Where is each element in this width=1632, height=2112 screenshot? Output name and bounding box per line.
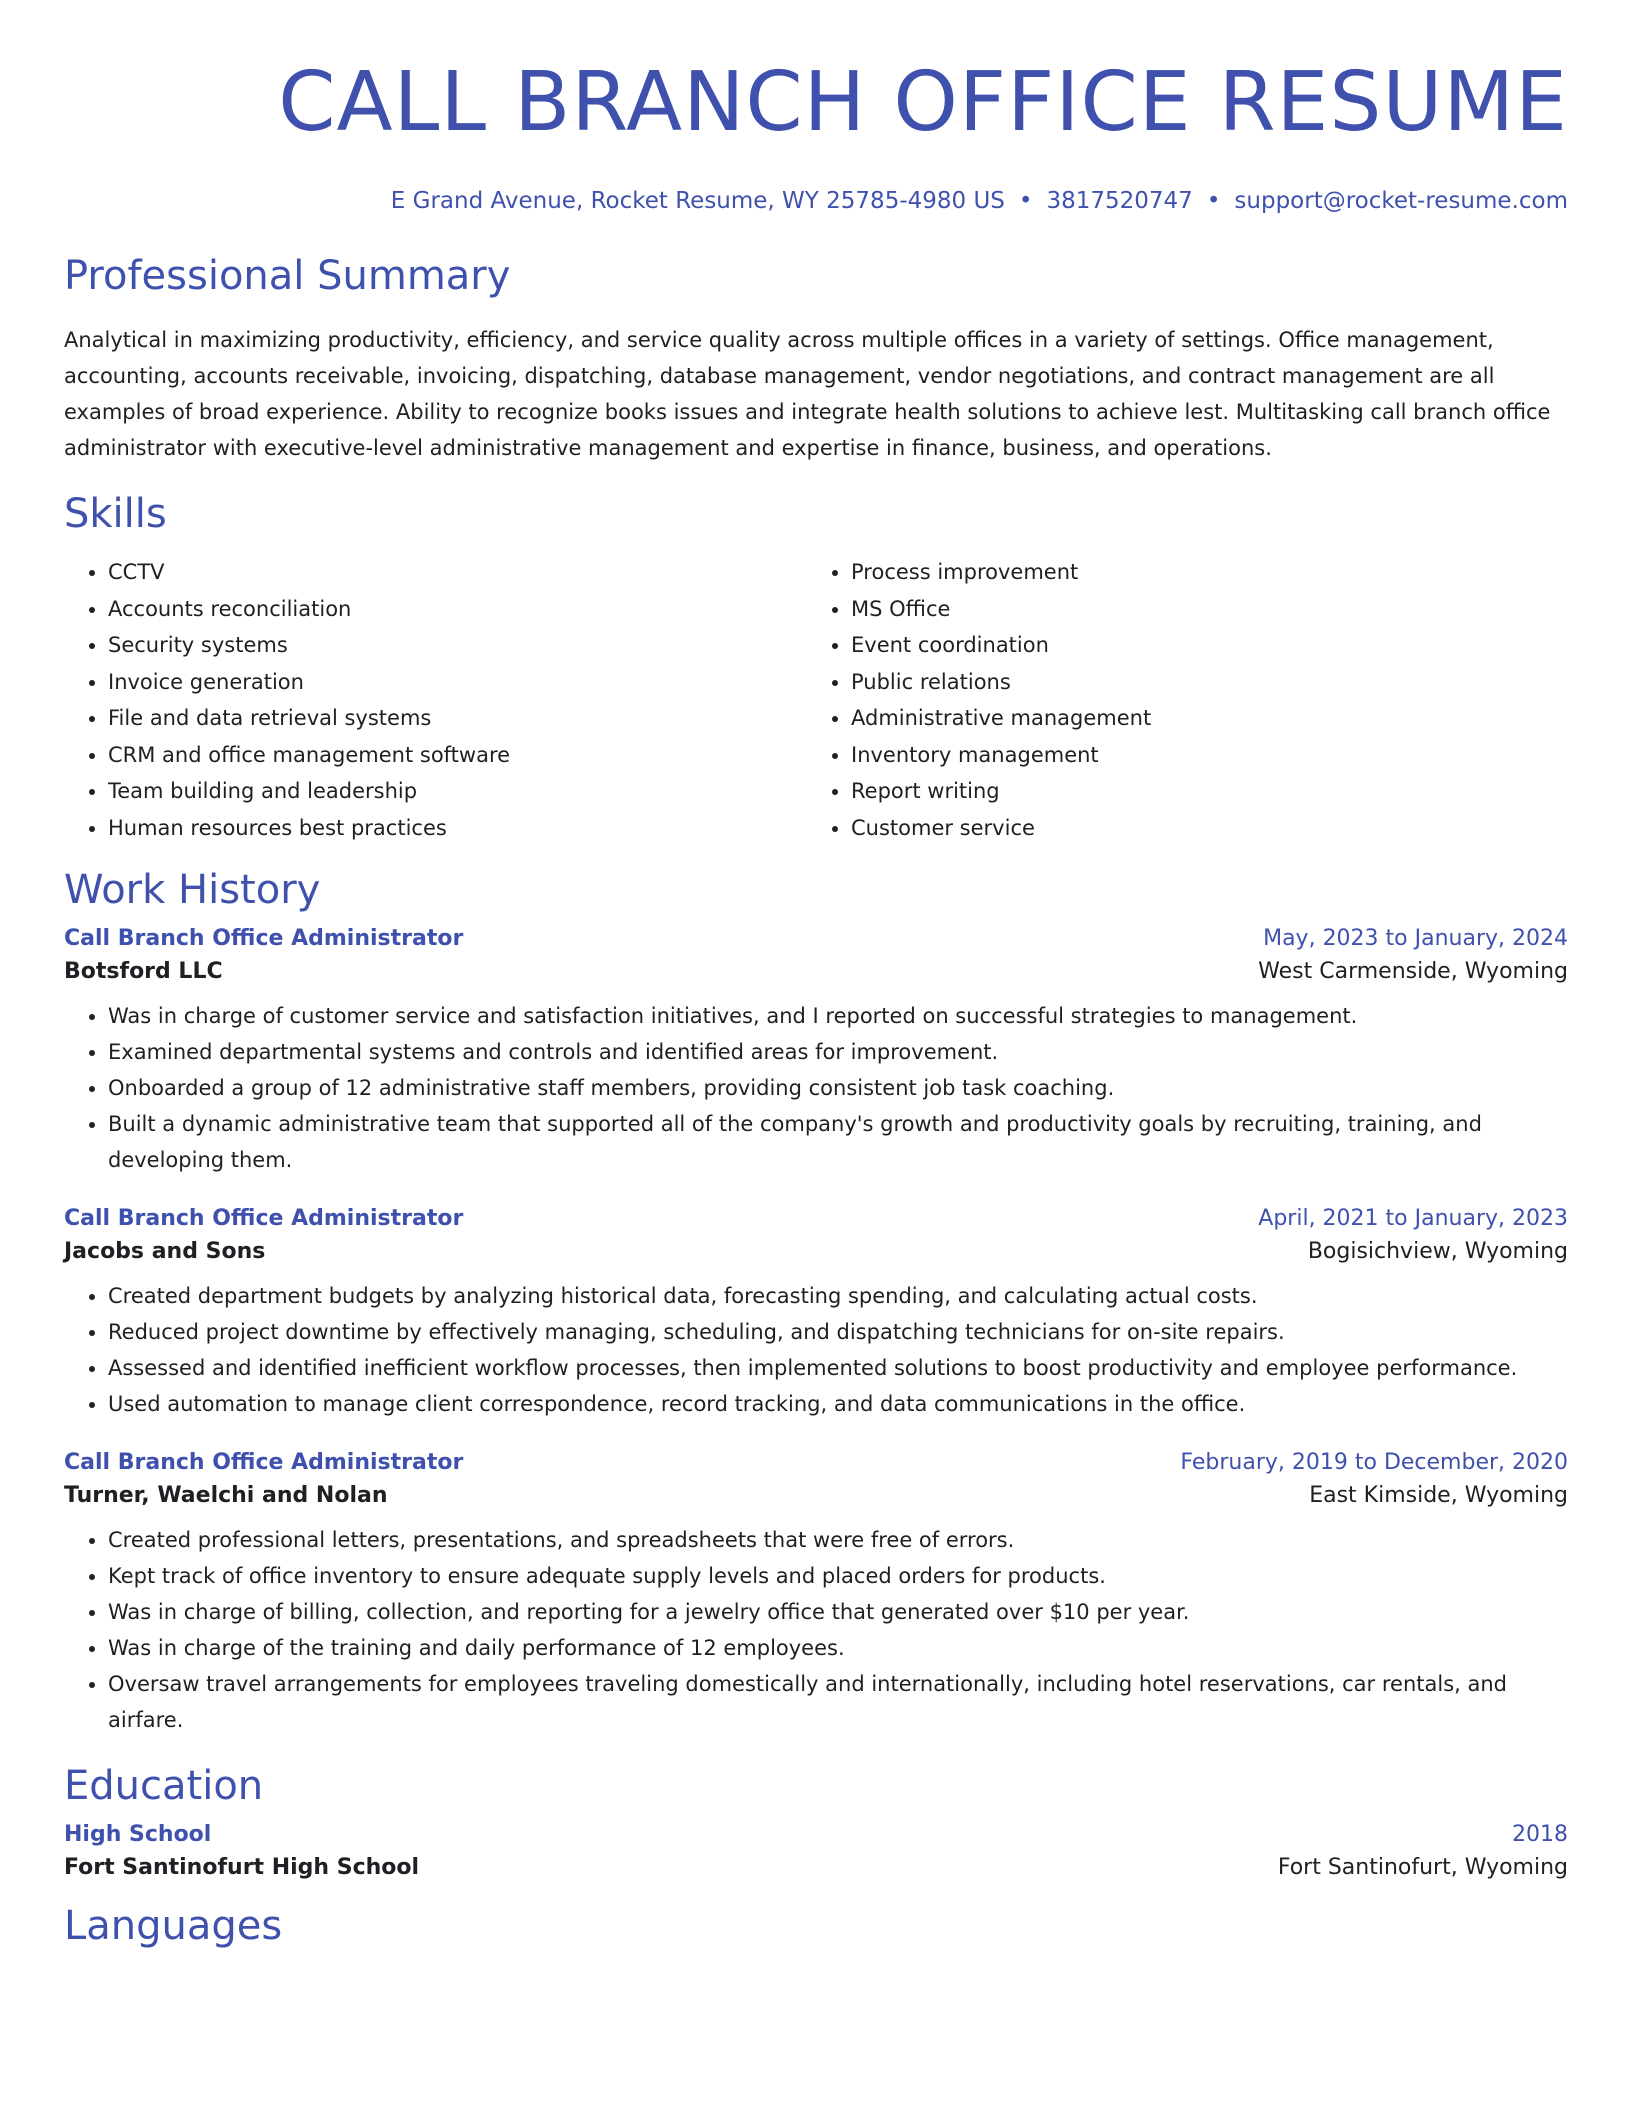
- job-header: [64, 1206, 1568, 1231]
- summary-heading: Professional Summary: [64, 253, 511, 299]
- languages-heading: Languages: [64, 1903, 283, 1949]
- skill-item: • Public relations: [851, 664, 1568, 701]
- education-heading: Education: [64, 1763, 264, 1809]
- skill-item: • Customer service: [851, 810, 1568, 847]
- contact-address: E Grand Avenue, Rocket Resume, WY 25785-4980 US: [390, 188, 1005, 214]
- job-bullet: • Used automation to manage client correspondence, record tracking, and data communications in the office.: [108, 1386, 1568, 1422]
- skill-item: • MS Office: [851, 591, 1568, 628]
- job-bullet: • Onboarded a group of 12 administrative staff members, providing consistent job task coaching.: [108, 1070, 1568, 1106]
- job-role: Call Branch Office Administrator: [64, 926, 464, 951]
- education-header: [64, 1822, 1568, 1847]
- skills-column-left: [64, 554, 807, 846]
- job-bullets: [64, 1278, 1568, 1422]
- skill-item: • Administrative management: [851, 700, 1568, 737]
- job-bullet: • Was in charge of billing, collection, and reporting for a jewelry office that generated over $10 per year.: [108, 1594, 1568, 1630]
- contact-phone[interactable]: 3817520747: [1046, 188, 1193, 214]
- job-dates: April, 2021 to January, 2023: [1258, 1206, 1568, 1231]
- job-entry: [64, 1450, 1568, 1738]
- job-dates: February, 2019 to December, 2020: [1180, 1450, 1568, 1475]
- job-bullet: • Kept track of office inventory to ensure adequate supply levels and placed orders for products.: [108, 1558, 1568, 1594]
- job-bullet: • Was in charge of the training and daily performance of 12 employees.: [108, 1630, 1568, 1666]
- skill-item: • Accounts reconciliation: [108, 591, 807, 628]
- education-location: Fort Santinofurt, Wyoming: [1277, 1855, 1568, 1880]
- education-school: Fort Santinofurt High School: [64, 1855, 420, 1880]
- job-subheader: [64, 959, 1568, 984]
- skill-item: • Human resources best practices: [108, 810, 807, 847]
- job-entry: [64, 926, 1568, 1178]
- education-subheader: [64, 1855, 1568, 1880]
- contact-separator: •: [1018, 188, 1033, 214]
- skill-item: • Invoice generation: [108, 664, 807, 701]
- summary-text: Analytical in maximizing productivity, efficiency, and service quality across multiple offices in a variety of settings. Office management, accounting, accounts receivable, invoicing, dispatching, database management, vendor negotiations, and contract management are all examples of broad experience. Ability to recognize books issues and integrate health solutions to achieve lest. Multitasking call branch office administrator with executive-level administrative management and expertise in finance, business, and operations.: [64, 328, 1551, 460]
- skills-heading: Skills: [64, 491, 167, 537]
- education-degree: High School: [64, 1822, 212, 1847]
- resume-title: CALL BRANCH OFFICE RESUME: [278, 55, 1568, 150]
- skill-item: • CRM and office management software: [108, 737, 807, 774]
- contact-line: [64, 188, 1568, 214]
- contact-separator: •: [1206, 188, 1221, 214]
- job-bullet: • Examined departmental systems and controls and identified areas for improvement.: [108, 1034, 1568, 1070]
- job-entry: [64, 1206, 1568, 1422]
- work-history-heading: Work History: [64, 867, 321, 913]
- skill-item: • Inventory management: [851, 737, 1568, 774]
- job-bullets: [64, 998, 1568, 1178]
- job-bullet: • Reduced project downtime by effectively managing, scheduling, and dispatching technicians for on-site repairs.: [108, 1314, 1568, 1350]
- contact-email[interactable]: support@rocket-resume.com: [1234, 188, 1568, 214]
- job-company: Turner, Waelchi and Nolan: [64, 1483, 388, 1508]
- job-bullet: • Assessed and identified inefficient workflow processes, then implemented solutions to boost productivity and employee performance.: [108, 1350, 1568, 1386]
- job-role: Call Branch Office Administrator: [64, 1450, 464, 1475]
- job-bullet: • Was in charge of customer service and satisfaction initiatives, and I reported on successful strategies to management.: [108, 998, 1568, 1034]
- job-company: Botsford LLC: [64, 959, 223, 984]
- job-bullet: • Oversaw travel arrangements for employees traveling domestically and internationally, including hotel reservations, car rentals, and airfare.: [108, 1666, 1568, 1738]
- job-location: Bogisichview, Wyoming: [1307, 1239, 1568, 1264]
- job-company: Jacobs and Sons: [64, 1239, 266, 1264]
- skill-item: • Event coordination: [851, 627, 1568, 664]
- job-location: East Kimside, Wyoming: [1309, 1483, 1568, 1508]
- skill-item: • CCTV: [108, 554, 807, 591]
- skill-item: • Report writing: [851, 773, 1568, 810]
- job-header: [64, 1450, 1568, 1475]
- job-bullet: • Built a dynamic administrative team that supported all of the company's growth and productivity goals by recruiting, training, and developing them.: [108, 1106, 1568, 1178]
- job-header: [64, 926, 1568, 951]
- job-dates: May, 2023 to January, 2024: [1263, 926, 1568, 951]
- skill-item: • Security systems: [108, 627, 807, 664]
- skills-column-right: [807, 554, 1568, 846]
- job-location: West Carmenside, Wyoming: [1258, 959, 1568, 984]
- job-role: Call Branch Office Administrator: [64, 1206, 464, 1231]
- job-subheader: [64, 1483, 1568, 1508]
- skill-item: • Team building and leadership: [108, 773, 807, 810]
- skills-list: [64, 554, 1568, 846]
- job-bullets: [64, 1522, 1568, 1738]
- job-subheader: [64, 1239, 1568, 1264]
- skill-item: • Process improvement: [851, 554, 1568, 591]
- job-bullet: • Created department budgets by analyzing historical data, forecasting spending, and calculating actual costs.: [108, 1278, 1568, 1314]
- education-year: 2018: [1512, 1822, 1568, 1847]
- skill-item: • File and data retrieval systems: [108, 700, 807, 737]
- job-bullet: • Created professional letters, presentations, and spreadsheets that were free of errors.: [108, 1522, 1568, 1558]
- resume-page: [64, 0, 1568, 1950]
